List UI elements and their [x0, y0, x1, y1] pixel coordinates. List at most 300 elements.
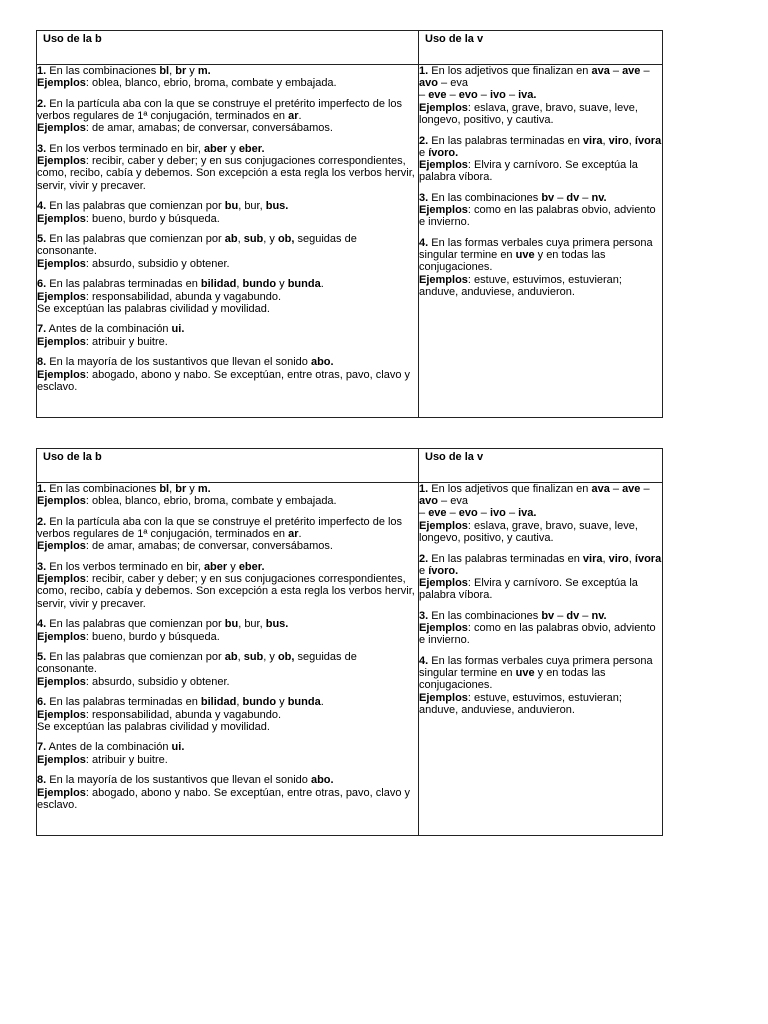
bold-text: eve: [428, 507, 447, 520]
bold-text: ava: [591, 483, 610, 495]
text-run: En las palabras que comienzan por: [46, 233, 225, 246]
rule-statement: [419, 655, 662, 692]
text-run: En los adjetivos que finalizan en: [428, 65, 592, 77]
text-run: En las palabras terminadas en: [428, 552, 583, 565]
rule-item: [37, 278, 418, 315]
text-run: –: [477, 507, 490, 520]
bold-text: bundo: [242, 696, 277, 709]
bold-text: Ejemplos: [37, 708, 86, 721]
bold-text: Ejemplos: [37, 212, 86, 225]
bold-text: aber: [203, 561, 228, 574]
rule-statement: [419, 483, 662, 507]
rule-example-line: [37, 369, 418, 393]
text-run: ,: [237, 651, 244, 664]
text-run: En las formas verbales cuya primera persona singular termine en: [419, 236, 653, 262]
rule-item: [419, 553, 662, 602]
text-run: – eva: [437, 495, 468, 508]
text-run: : atribuir y buitre.: [85, 753, 168, 766]
bold-text: Ejemplos: [37, 257, 86, 270]
text-run: e: [419, 146, 429, 159]
bold-text: vira: [582, 134, 603, 147]
text-run: : eslava, grave, bravo, suave, leve, longevo, positivo, y cautiva.: [419, 519, 638, 544]
header-cell-v: [419, 31, 663, 65]
text-run: , y: [263, 233, 278, 246]
text-run: En las palabras que comienzan por: [46, 651, 225, 664]
header-cell-v: [419, 449, 663, 483]
bold-text: iva.: [518, 89, 537, 102]
text-run: : absurdo, subsidio y obtener.: [85, 257, 230, 270]
rules-v-cell: [419, 483, 663, 836]
rule-item: [37, 696, 418, 733]
bold-text: bilidad: [200, 278, 237, 291]
rule-example-line: [37, 573, 418, 610]
rule-item: [419, 610, 662, 647]
text-run: ,: [628, 134, 635, 147]
rule-example-line: [37, 495, 418, 507]
bold-text: br: [175, 483, 187, 495]
rules-v-list: [419, 483, 662, 716]
text-run: : recibir, caber y deber; y en sus conjugaciones correspondientes, como, recibo, cabía y debemos. Son excepción a esta regla los verbos hervir, servir, vivir y precaver.: [37, 155, 415, 192]
rule-example-line: [37, 754, 418, 766]
rule-item: [37, 618, 418, 642]
bold-text: 4.: [37, 200, 47, 213]
text-run: ,: [237, 233, 244, 246]
bold-text: 2.: [419, 552, 429, 565]
bold-text: ar: [288, 528, 299, 541]
rule-example-line: [37, 721, 418, 733]
text-run: : responsabilidad, abunda y vagabundo.: [85, 290, 282, 303]
text-run: , bur,: [238, 200, 266, 213]
text-run: : absurdo, subsidio y obtener.: [85, 675, 230, 688]
bold-text: bl: [159, 65, 170, 77]
header-cell-b: [37, 449, 419, 483]
bold-text: bus.: [265, 618, 289, 631]
rule-example-line: [37, 540, 418, 552]
bold-text: ívora: [634, 552, 662, 565]
text-run: En las formas verbales cuya primera persona singular termine en: [419, 654, 653, 680]
text-run: –: [419, 89, 429, 102]
bold-text: 2.: [37, 515, 47, 528]
bold-text: bu: [224, 618, 239, 631]
bold-text: 4.: [419, 236, 429, 249]
rule-statement: [419, 553, 662, 577]
text-run: –: [579, 609, 592, 622]
bold-text: 3.: [37, 143, 47, 156]
text-run: Antes de la combinación: [46, 741, 172, 754]
bold-text: evo: [458, 89, 478, 102]
rules-table-1: [36, 30, 663, 418]
bold-text: 2.: [37, 97, 47, 110]
text-run: Antes de la combinación: [46, 323, 172, 336]
text-run: : Elvira y carnívoro. Se exceptúa la palabra víbora.: [419, 158, 638, 184]
text-run: y: [227, 143, 239, 156]
bold-text: Ejemplos: [419, 691, 468, 704]
bold-text: avo: [419, 77, 438, 90]
bold-text: Ejemplos: [419, 576, 468, 589]
bold-text: 1.: [419, 483, 429, 495]
bold-text: viro: [608, 552, 629, 565]
text-run: –: [446, 507, 459, 520]
rules-v-list: [419, 65, 662, 298]
rule-example-line: [37, 258, 418, 270]
rule-item: [37, 774, 418, 811]
rule-statement: [37, 483, 418, 495]
bold-text: Ejemplos: [37, 786, 86, 799]
bold-text: sub: [243, 651, 264, 664]
rule-example-line: [419, 507, 662, 519]
text-run: : bueno, burdo y búsqueda.: [85, 212, 220, 225]
bold-text: ivo: [489, 507, 506, 520]
rule-statement: [37, 741, 418, 753]
text-run: : oblea, blanco, ebrio, broma, combate y embajada.: [85, 495, 337, 508]
bold-text: bl: [159, 483, 170, 495]
text-run: En las combinaciones: [428, 609, 542, 622]
bold-text: 6.: [37, 278, 47, 291]
text-run: En las combinaciones: [428, 191, 542, 204]
rule-statement: [37, 774, 418, 786]
text-run: En las palabras terminadas en: [46, 696, 201, 709]
rules-v-cell: [419, 65, 663, 418]
bold-text: bilidad: [200, 696, 237, 709]
text-run: : Elvira y carnívoro. Se exceptúa la palabra víbora.: [419, 576, 638, 602]
text-run: : recibir, caber y deber; y en sus conjugaciones correspondientes, como, recibo, cabía y debemos. Son excepción a esta regla los verbos hervir, servir, vivir y precaver.: [37, 573, 415, 610]
rule-item: [37, 143, 418, 192]
rules-table-2: [36, 448, 663, 836]
bold-text: bv: [541, 609, 555, 622]
bold-text: ave: [622, 483, 641, 495]
text-run: .: [298, 110, 302, 123]
bold-text: 1.: [37, 65, 47, 77]
text-run: seguidas de consonante.: [37, 651, 357, 676]
text-run: y: [186, 483, 198, 495]
text-run: y: [276, 696, 288, 709]
text-run: : de amar, amabas; de conversar, conversábamos.: [85, 540, 333, 553]
text-run: ,: [169, 483, 176, 495]
bold-text: evo: [458, 507, 478, 520]
bold-text: br: [175, 65, 187, 77]
bold-text: 8.: [37, 774, 47, 787]
text-run: : oblea, blanco, ebrio, broma, combate y embajada.: [85, 77, 337, 90]
rule-item: [37, 233, 418, 270]
bold-text: 7.: [37, 741, 47, 754]
rule-example-line: [37, 676, 418, 688]
bold-text: sub: [243, 233, 264, 246]
rule-statement: [37, 278, 418, 290]
bold-text: 4.: [37, 618, 47, 631]
rule-item: [37, 323, 418, 347]
text-run: : bueno, burdo y búsqueda.: [85, 630, 220, 643]
bold-text: ívoro.: [428, 146, 459, 159]
bold-text: Ejemplos: [37, 540, 86, 553]
rule-statement: [37, 651, 418, 675]
bold-text: eber.: [238, 143, 265, 156]
rule-example-line: [37, 336, 418, 348]
rules-b-cell: [37, 483, 419, 836]
text-run: seguidas de consonante.: [37, 233, 357, 258]
header-uso-v: Uso de la v: [425, 33, 484, 45]
rules-b-list: [37, 65, 418, 393]
text-run: : atribuir y buitre.: [85, 335, 168, 348]
text-run: : eslava, grave, bravo, suave, leve, longevo, positivo, y cautiva.: [419, 101, 638, 126]
bold-text: Ejemplos: [419, 158, 468, 171]
text-run: : estuve, estuvimos, estuvieran; anduve, anduviese, anduvieron.: [419, 691, 622, 716]
text-run: –: [505, 507, 519, 520]
bold-text: ui.: [171, 741, 185, 754]
bold-text: avo: [419, 495, 438, 508]
rule-item: [37, 200, 418, 224]
rule-item: [419, 655, 662, 716]
text-run: , y: [263, 651, 278, 664]
bold-text: ave: [622, 65, 641, 77]
text-run: ,: [169, 65, 176, 77]
bold-text: ob,: [277, 233, 295, 246]
text-run: – eva: [437, 77, 468, 90]
text-run: En la partícula aba con la que se construye el pretérito imperfecto de los verbos regulares de 1ª conjugación, terminados en: [37, 515, 403, 541]
text-run: En los adjetivos que finalizan en: [428, 483, 592, 495]
text-run: .: [320, 696, 324, 709]
rule-statement: [37, 143, 418, 155]
rule-statement: [419, 192, 662, 204]
text-run: En los verbos terminado en bir,: [46, 561, 204, 574]
rule-item: [419, 483, 662, 544]
rule-example-line: [419, 577, 662, 601]
bold-text: ívoro.: [428, 564, 459, 577]
rule-item: [37, 516, 418, 553]
header-uso-v: Uso de la v: [425, 451, 484, 463]
rules-b-list: [37, 483, 418, 811]
rule-item: [37, 561, 418, 610]
rule-statement: [419, 65, 662, 89]
text-run: : abogado, abono y nabo. Se exceptúan, entre otras, pavo, clavo y esclavo.: [37, 786, 411, 811]
text-run: y en todas las conjugaciones.: [419, 249, 606, 274]
rule-statement: [37, 65, 418, 77]
text-run: y: [186, 65, 198, 77]
bold-text: iva.: [518, 507, 537, 520]
bold-text: Ejemplos: [37, 335, 86, 348]
text-run: : de amar, amabas; de conversar, conversábamos.: [85, 122, 333, 135]
text-run: : como en las palabras obvio, adviento e invierno.: [419, 204, 656, 229]
bold-text: nv.: [591, 609, 607, 622]
rule-example-line: [37, 787, 418, 811]
bold-text: Ejemplos: [37, 77, 86, 90]
text-run: : como en las palabras obvio, adviento e invierno.: [419, 622, 656, 647]
rule-item: [37, 356, 418, 393]
bold-text: uve: [515, 249, 535, 262]
text-run: ,: [628, 552, 635, 565]
bold-text: 1.: [419, 65, 429, 77]
bold-text: 5.: [37, 233, 47, 246]
header-cell-b: [37, 31, 419, 65]
rule-item: [419, 135, 662, 184]
rule-statement: [419, 237, 662, 274]
bold-text: nv.: [591, 191, 607, 204]
rule-statement: [37, 516, 418, 540]
bold-text: ívora: [634, 134, 662, 147]
rules-b-cell: [37, 65, 419, 418]
bold-text: 5.: [37, 651, 47, 664]
bold-text: ab: [224, 233, 238, 246]
text-run: En los verbos terminado en bir,: [46, 143, 204, 156]
rule-example-line: [37, 213, 418, 225]
rule-example-line: [37, 631, 418, 643]
bold-text: Ejemplos: [419, 101, 468, 114]
bold-text: viro: [608, 134, 629, 147]
text-run: –: [419, 507, 429, 520]
rule-item: [37, 483, 418, 507]
text-run: y: [227, 561, 239, 574]
table-header-row: [37, 449, 663, 483]
text-run: e: [419, 564, 429, 577]
text-run: ,: [236, 278, 243, 291]
rule-example-line: [419, 89, 662, 101]
bold-text: abo.: [310, 356, 334, 369]
rule-example-line: [419, 520, 662, 544]
rule-item: [419, 237, 662, 298]
bold-text: aber: [203, 143, 228, 156]
bold-text: Ejemplos: [419, 204, 468, 217]
text-run: –: [640, 65, 650, 77]
rule-statement: [419, 135, 662, 159]
rule-example-line: [37, 291, 418, 303]
rule-item: [37, 98, 418, 135]
bold-text: Ejemplos: [37, 155, 86, 168]
bold-text: 6.: [37, 696, 47, 709]
text-run: –: [505, 89, 519, 102]
rule-example-line: [419, 204, 662, 228]
text-run: : estuve, estuvimos, estuvieran; anduve, anduviese, anduvieron.: [419, 273, 622, 298]
text-run: –: [446, 89, 459, 102]
rule-example-line: [37, 303, 418, 315]
rule-statement: [37, 323, 418, 335]
header-uso-b: Uso de la b: [43, 33, 102, 45]
text-run: Se exceptúan las palabras civilidad y movilidad.: [37, 720, 270, 733]
rule-example-line: [37, 155, 418, 192]
text-run: –: [609, 65, 623, 77]
text-run: En las palabras terminadas en: [428, 134, 583, 147]
bold-text: dv: [566, 609, 580, 622]
bold-text: Ejemplos: [419, 519, 468, 532]
text-run: Se exceptúan las palabras civilidad y movilidad.: [37, 302, 270, 315]
table-body-row: [37, 483, 663, 836]
bold-text: 3.: [37, 561, 47, 574]
rule-statement: [37, 356, 418, 368]
bold-text: bunda: [287, 278, 321, 291]
bold-text: abo.: [310, 774, 334, 787]
rule-example-line: [419, 622, 662, 646]
text-run: En las palabras que comienzan por: [46, 618, 225, 631]
rule-statement: [37, 618, 418, 630]
text-run: En las palabras terminadas en: [46, 278, 201, 291]
bold-text: eber.: [238, 561, 265, 574]
bold-text: Ejemplos: [37, 573, 86, 586]
bold-text: 8.: [37, 356, 47, 369]
text-run: En la mayoría de los sustantivos que llevan el sonido: [46, 356, 311, 369]
text-run: : responsabilidad, abunda y vagabundo.: [85, 708, 282, 721]
rule-statement: [37, 561, 418, 573]
bold-text: Ejemplos: [419, 622, 468, 635]
rule-example-line: [419, 159, 662, 183]
bold-text: dv: [566, 191, 580, 204]
rule-example-line: [37, 122, 418, 134]
bold-text: 3.: [419, 609, 429, 622]
bold-text: eve: [428, 89, 447, 102]
text-run: En la mayoría de los sustantivos que llevan el sonido: [46, 774, 311, 787]
bold-text: Ejemplos: [37, 122, 86, 135]
text-run: ,: [236, 696, 243, 709]
bold-text: Ejemplos: [37, 495, 86, 508]
text-run: , bur,: [238, 618, 266, 631]
text-run: –: [579, 191, 592, 204]
bold-text: 3.: [419, 191, 429, 204]
rule-example-line: [37, 77, 418, 89]
rule-item: [37, 651, 418, 688]
bold-text: 2.: [419, 134, 429, 147]
bold-text: 4.: [419, 654, 429, 667]
rule-example-line: [419, 692, 662, 716]
bold-text: ava: [591, 65, 610, 77]
text-run: ,: [602, 552, 609, 565]
bold-text: 1.: [37, 483, 47, 495]
table-body-row: [37, 65, 663, 418]
text-run: ,: [602, 134, 609, 147]
text-run: –: [640, 483, 650, 495]
text-run: En la partícula aba con la que se construye el pretérito imperfecto de los verbos regulares de 1ª conjugación, terminados en: [37, 97, 403, 123]
rule-example-line: [37, 709, 418, 721]
bold-text: Ejemplos: [419, 273, 468, 286]
text-run: –: [554, 609, 567, 622]
bold-text: bu: [224, 200, 239, 213]
rule-statement: [37, 98, 418, 122]
rule-statement: [37, 200, 418, 212]
rule-statement: [37, 233, 418, 257]
bold-text: 7.: [37, 323, 47, 336]
bold-text: Ejemplos: [37, 675, 86, 688]
bold-text: vira: [582, 552, 603, 565]
bold-text: Ejemplos: [37, 630, 86, 643]
text-run: En las combinaciones: [46, 65, 160, 77]
text-run: .: [320, 278, 324, 291]
bold-text: bunda: [287, 696, 321, 709]
bold-text: ivo: [489, 89, 506, 102]
bold-text: Ejemplos: [37, 368, 86, 381]
bold-text: Ejemplos: [37, 753, 86, 766]
table-header-row: [37, 31, 663, 65]
text-run: –: [609, 483, 623, 495]
text-run: y: [276, 278, 288, 291]
bold-text: ob,: [277, 651, 295, 664]
bold-text: ar: [288, 110, 299, 123]
header-uso-b: Uso de la b: [43, 451, 102, 463]
rule-example-line: [419, 102, 662, 126]
bold-text: bundo: [242, 278, 277, 291]
text-run: En las combinaciones: [46, 483, 160, 495]
text-run: : abogado, abono y nabo. Se exceptúan, entre otras, pavo, clavo y esclavo.: [37, 368, 411, 393]
text-run: –: [554, 191, 567, 204]
bold-text: ui.: [171, 323, 185, 336]
rule-item: [419, 65, 662, 126]
text-run: .: [298, 528, 302, 541]
rule-item: [419, 192, 662, 229]
bold-text: bv: [541, 191, 555, 204]
text-run: y en todas las conjugaciones.: [419, 667, 606, 692]
rule-item: [37, 741, 418, 765]
bold-text: bus.: [265, 200, 289, 213]
rule-statement: [37, 696, 418, 708]
bold-text: m.: [197, 483, 211, 495]
rule-example-line: [419, 274, 662, 298]
rule-item: [37, 65, 418, 89]
text-run: –: [477, 89, 490, 102]
